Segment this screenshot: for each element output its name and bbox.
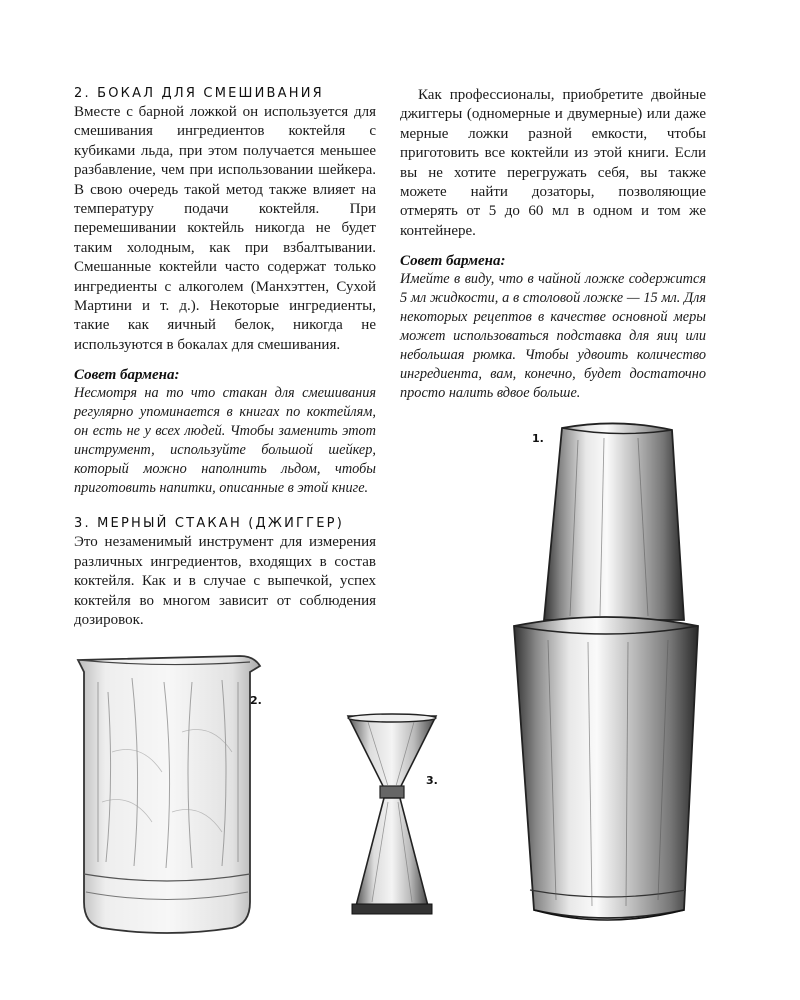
right-tip-title: Совет бармена:: [400, 253, 506, 270]
jigger-illustration: [344, 712, 440, 918]
right-tip-text: Имейте в виду, что в чайной ложке содержится 5 мл жидкости, а в столовой ложке — 15 мл. Для некоторых рецептов в качестве основной меры может использоваться подставка для яиц или небольшая рюмка. Чтобы удвоить количество ингредиента, вам, конечно, будет достаточно просто налить вдвое больше.: [400, 271, 706, 402]
shaker-label: 1.: [532, 432, 544, 445]
shaker-illustration: [508, 420, 704, 934]
right-column: [400, 86, 706, 403]
section-3-paragraph: Это незаменимый инструмент для измерения различных ингредиентов, входящих в состав коктейля. Как и в случае с выпечкой, успех коктейля во многом зависит от соблюдения дозировок.: [74, 534, 376, 628]
section-2-heading: 2. БОКАЛ ДЛЯ СМЕШИВАНИЯ: [74, 86, 324, 101]
mixing-glass-label: 2.: [250, 694, 262, 707]
section-2-tip-title: Совет бармена:: [74, 367, 180, 384]
left-column: [74, 86, 376, 630]
mixing-glass-illustration: [72, 652, 272, 938]
section-2-paragraph: Вместе с барной ложкой он используется для смешивания ингредиентов коктейля с кубиками льда, при этом получается меньшее разбавление, чем при использовании шейкера. В свою очередь такой метод также влияет на температуру подачи коктейля. При перемешивании коктейль никогда не будет таким холодным, как при взбалтывании. Смешанные коктейли часто содержат только ингредиенты с алкоголем (Манхэттен, Сухой Мартини и т. д.). Некоторые ингредиенты, такие как яичный белок, никогда не используются в бокалах для смешивания.: [74, 104, 376, 353]
right-paragraph: Как профессионалы, приобретите двойные джиггеры (одномерные и двумерные) или даже мерные ложки разной емкости, чтобы приготовить все коктейли из этой книги. Если вы не хотите перегружать себя, вы также можете найти дозаторы, позволяющие отмерять от 5 до 60 мл в одном и том же контейнере.: [400, 87, 706, 239]
jigger-label: 3.: [426, 774, 438, 787]
section-3-heading: 3. МЕРНЫЙ СТАКАН (ДЖИГГЕР): [74, 516, 344, 532]
section-2-tip-text: Несмотря на то что стакан для смешивания регулярно упоминается в книгах по коктейлям, он есть не у всех людей. Чтобы заменить этот инструмент, используйте большой шейкер, который можно наполнить льдом, чтобы приготовить напитки, описанные в этой книге.: [74, 385, 376, 497]
